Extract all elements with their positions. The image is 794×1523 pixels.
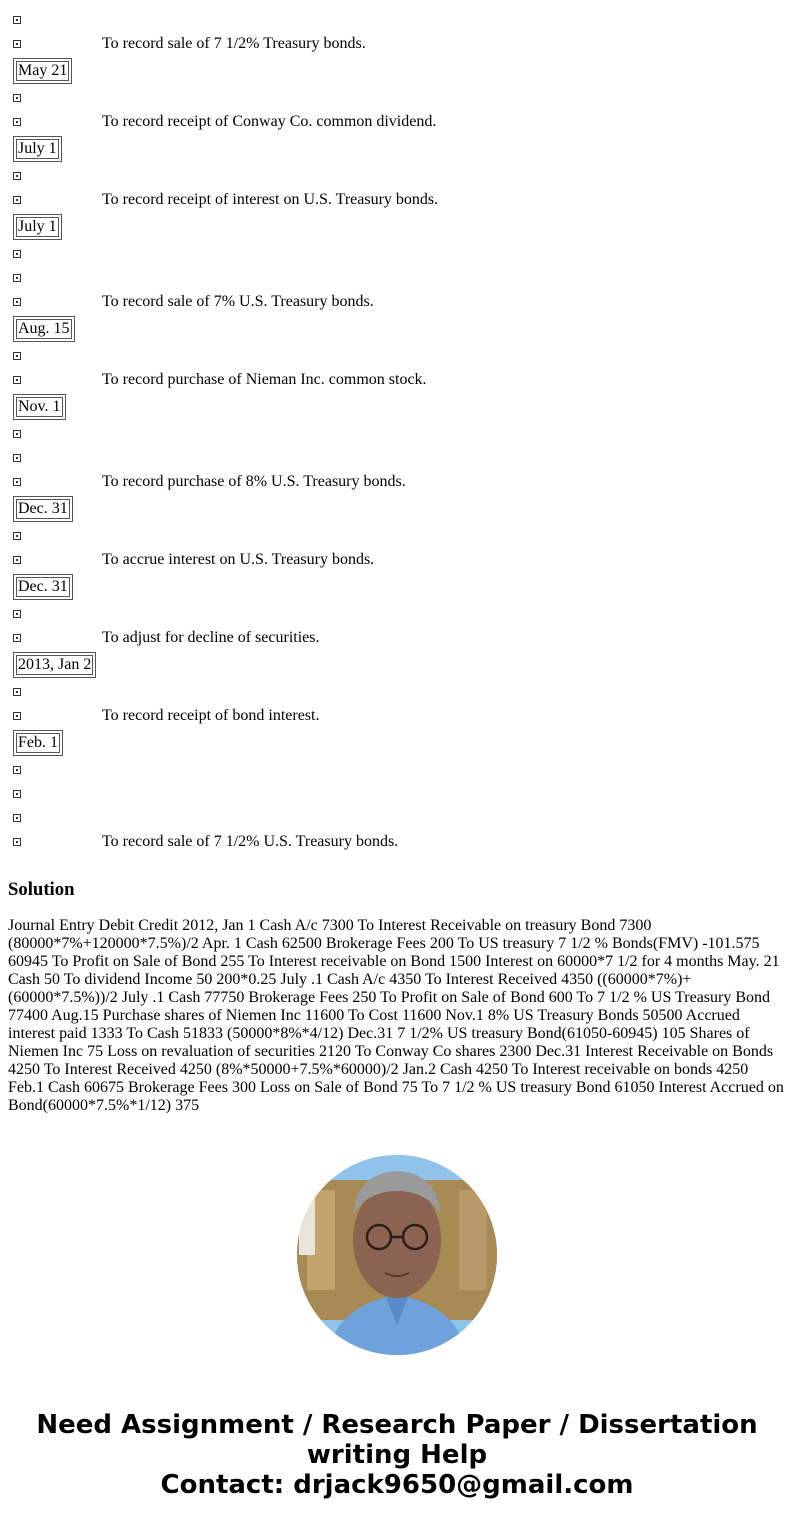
date-cell <box>13 496 73 522</box>
checkbox-bullet-icon <box>13 838 21 846</box>
entry-description: To record sale of 7 1/2% U.S. Treasury bonds. <box>102 833 399 850</box>
entry-description: To record receipt of Conway Co. common dividend. <box>102 113 437 130</box>
entry-row <box>8 8 786 32</box>
checkbox-bullet-icon <box>13 688 21 696</box>
date-row <box>8 572 786 602</box>
date-label: Dec. 31 <box>18 500 68 517</box>
entry-row <box>8 164 786 188</box>
entry-row <box>8 680 786 704</box>
entry-row <box>8 32 786 56</box>
entry-description: To record sale of 7% U.S. Treasury bonds. <box>102 293 374 310</box>
date-cell <box>13 136 62 162</box>
entry-row <box>8 830 786 854</box>
checkbox-bullet-icon <box>13 478 21 486</box>
date-label: Aug. 15 <box>18 320 70 337</box>
date-row <box>8 212 786 242</box>
checkbox-bullet-icon <box>13 454 21 462</box>
question-entries <box>0 8 794 1500</box>
entry-row <box>8 548 786 572</box>
entry-row <box>8 626 786 650</box>
entry-row <box>8 344 786 368</box>
entry-row <box>8 368 786 392</box>
date-label: July 1 <box>18 140 57 157</box>
date-cell <box>13 574 73 600</box>
checkbox-bullet-icon <box>13 634 21 642</box>
date-row <box>8 728 786 758</box>
entry-row <box>8 758 786 782</box>
entry-row <box>8 242 786 266</box>
entry-description: To record purchase of Nieman Inc. common stock. <box>102 371 427 388</box>
checkbox-bullet-icon <box>13 556 21 564</box>
date-label: 2013, Jan 2 <box>18 656 92 673</box>
entry-description: To adjust for decline of securities. <box>102 629 320 646</box>
date-row <box>8 650 786 680</box>
date-label: Feb. 1 <box>18 734 58 751</box>
date-cell <box>13 214 62 240</box>
promo-line-2: writing Help <box>306 1440 488 1470</box>
checkbox-bullet-icon <box>13 790 21 798</box>
date-label: July 1 <box>18 218 57 235</box>
entry-row <box>8 266 786 290</box>
author-photo <box>297 1155 497 1355</box>
checkbox-bullet-icon <box>13 712 21 720</box>
checkbox-bullet-icon <box>13 118 21 126</box>
date-cell <box>13 730 63 756</box>
checkbox-bullet-icon <box>13 532 21 540</box>
solution-body: Journal Entry Debit Credit 2012, Jan 1 Cash A/c 7300 To Interest Receivable on treasury Bond 7300 (80000*7%+120000*7.5%)/2 Apr. 1 Cash 62500 Brokerage Fees 200 To US treasury 7 1/2 % Bonds(FMV) -101.575 60945 To Profit on Sale of Bond 255 To Interest receivable on Bond 1500 Interest on 60000*7 1/2 for 4 months May. 21 Cash 50 To dividend Income 50 200*0.25 July .1 Cash A/c 4350 To Interest Received 4350 ((60000*7%)+(60000*7.5%))/2 July .1 Cash 77750 Brokerage Fees 250 To Profit on Sale of Bond 600 To 7 1/2 % US Treasury Bond 77400 Aug.15 Purchase shares of Niemen Inc 11600 To Cost 11600 Nov.1 8% US Treasury Bonds 50500 Accrued interest paid 1333 To Cash 51833 (50000*8%*4/12) Dec.31 7 1/2% US treasury Bond(61050-60945) 105 Shares of Niemen Inc 75 Loss on revaluation of securities 2120 To Conway Co shares 2300 Dec.31 Interest Receivable on Bonds 4250 To Interest Received 4250 (8%*50000+7.5%*60000)/2 Jan.2 Cash 4250 To Interest receivable on bonds 4250 Feb.1 Cash 60675 Brokerage Fees 300 Loss on Sale of Bond 75 To 7 1/2 % US treasury Bond 61050 Interest Accrued on Bond(60000*7.5%*1/12) 375 <box>8 917 784 1114</box>
checkbox-bullet-icon <box>13 352 21 360</box>
entry-row <box>8 524 786 548</box>
entry-row <box>8 446 786 470</box>
entry-row <box>8 806 786 830</box>
solution-heading: Solution <box>8 879 75 900</box>
entry-description: To record receipt of bond interest. <box>102 707 320 724</box>
checkbox-bullet-icon <box>13 298 21 306</box>
checkbox-bullet-icon <box>13 196 21 204</box>
entry-row <box>8 782 786 806</box>
promo-contact: Contact: drjack9650@gmail.com <box>160 1470 634 1500</box>
checkbox-bullet-icon <box>13 610 21 618</box>
date-cell <box>13 652 96 678</box>
entry-description: To record purchase of 8% U.S. Treasury bonds. <box>102 473 406 490</box>
entry-row <box>8 86 786 110</box>
checkbox-bullet-icon <box>13 430 21 438</box>
portrait-icon <box>297 1155 497 1355</box>
entry-row <box>8 110 786 134</box>
date-cell <box>13 394 66 420</box>
checkbox-bullet-icon <box>13 814 21 822</box>
checkbox-bullet-icon <box>13 766 21 774</box>
entry-row <box>8 422 786 446</box>
promo-line-1: Need Assignment / Research Paper / Dissertation <box>36 1410 758 1440</box>
checkbox-bullet-icon <box>13 376 21 384</box>
date-cell <box>13 58 72 84</box>
checkbox-bullet-icon <box>13 16 21 24</box>
checkbox-bullet-icon <box>13 172 21 180</box>
entry-row <box>8 470 786 494</box>
date-row <box>8 56 786 86</box>
checkbox-bullet-icon <box>13 250 21 258</box>
author-photo-container <box>8 1155 786 1360</box>
promo-banner <box>8 1410 786 1500</box>
entry-row <box>8 188 786 212</box>
checkbox-bullet-icon <box>13 274 21 282</box>
date-label: Dec. 31 <box>18 578 68 595</box>
entry-row <box>8 704 786 728</box>
date-label: May 21 <box>18 62 68 79</box>
date-row <box>8 134 786 164</box>
date-label: Nov. 1 <box>18 398 61 415</box>
entry-row <box>8 290 786 314</box>
checkbox-bullet-icon <box>13 94 21 102</box>
date-row <box>8 392 786 422</box>
checkbox-bullet-icon <box>13 40 21 48</box>
entry-description: To accrue interest on U.S. Treasury bonds. <box>102 551 375 568</box>
date-row <box>8 494 786 524</box>
entry-description: To record receipt of interest on U.S. Treasury bonds. <box>102 191 439 208</box>
entry-row <box>8 602 786 626</box>
date-cell <box>13 316 75 342</box>
entry-description: To record sale of 7 1/2% Treasury bonds. <box>102 35 366 52</box>
date-row <box>8 314 786 344</box>
